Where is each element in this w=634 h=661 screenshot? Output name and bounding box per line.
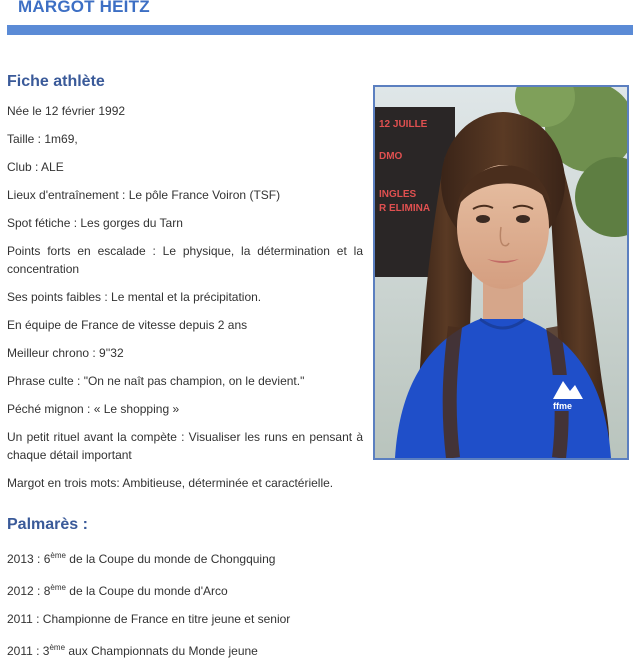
- fact-training-place: Lieux d'entraînement : Le pôle France Voiron (TSF): [7, 188, 281, 202]
- palmares-entry-prefix: 2012 : 8: [7, 584, 51, 598]
- palmares-entry-suffix: de la Coupe du monde d'Arco: [65, 584, 228, 598]
- fact-weaknesses: Ses points faibles : Le mental et la précipitation.: [7, 290, 262, 304]
- athlete-photo: [373, 85, 629, 460]
- title-divider: [7, 25, 633, 35]
- sign-text-4: R ELIMINA: [379, 203, 431, 214]
- fact-three-words: Margot en trois mots: Ambitieuse, déterminée et caractérielle.: [7, 476, 334, 490]
- palmares-entry-sup: ème: [50, 583, 66, 592]
- fact-height: Taille : 1m69,: [7, 132, 78, 146]
- palmares-entry: [7, 643, 258, 659]
- palmares-entry-prefix: 2013 : 6: [7, 552, 51, 566]
- shirt-logo-text: ffme: [553, 401, 573, 411]
- fact-favorite-spot: Spot fétiche : Les gorges du Tarn: [7, 216, 183, 230]
- palmares-entry: [7, 583, 228, 599]
- palmares-entry: [7, 551, 275, 567]
- palmares-entry-prefix: 2011 : Championne de France en titre jeune et senior: [7, 612, 291, 626]
- sign-text-2: DMO: [379, 151, 403, 162]
- palmares-heading: Palmarès :: [7, 516, 88, 533]
- fact-club: Club : ALE: [7, 160, 64, 174]
- palmares-entry-sup: ème: [49, 643, 66, 652]
- palmares-entry-prefix: 2011 : 3: [7, 644, 50, 658]
- fact-ritual: Un petit rituel avant la compète : Visualiser les runs en pensant à chaque détail important: [7, 430, 363, 462]
- fiche-athlete-heading: Fiche athlète: [7, 73, 105, 90]
- palmares-entry-sup: ème: [50, 551, 66, 560]
- fact-guilty-pleasure: Péché mignon : « Le shopping »: [7, 402, 180, 416]
- fact-best-time: Meilleur chrono : 9''32: [7, 346, 124, 360]
- fact-strengths: Points forts en escalade : Le physique, la détermination et la concentration: [7, 244, 363, 276]
- fact-birth: Née le 12 février 1992: [7, 104, 126, 118]
- athlete-name: MARGOT HEITZ: [18, 0, 150, 16]
- palmares-entry: [7, 611, 290, 627]
- fact-national-team: En équipe de France de vitesse depuis 2 ans: [7, 318, 248, 332]
- fact-motto: Phrase culte : "On ne naît pas champion, on le devient.": [7, 374, 305, 388]
- palmares-entry-suffix: aux Championnats du Monde jeune: [65, 644, 258, 658]
- palmares-entry-suffix: de la Coupe du monde de Chongquing: [65, 552, 276, 566]
- sign-text-1: 12 JUILLE: [379, 119, 428, 130]
- sign-text-3: INGLES: [379, 189, 417, 200]
